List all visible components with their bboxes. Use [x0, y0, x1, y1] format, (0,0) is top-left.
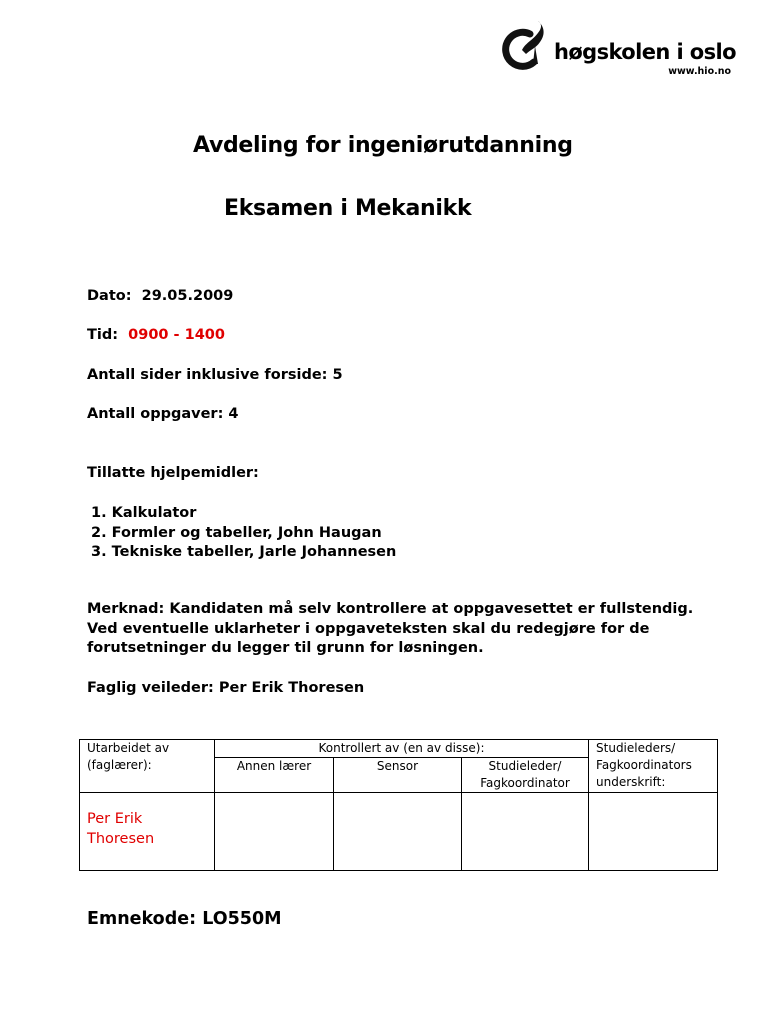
time-label: Tid:	[87, 327, 119, 343]
signature-header	[589, 740, 718, 793]
institution-logo	[500, 20, 740, 80]
author-last-name: Thoresen	[87, 831, 155, 847]
prepared-by-label: Utarbeidet av	[87, 741, 170, 755]
note-line-2: Ved eventuelle uklarheter i oppgaveteksten skal du redegjøre for de	[87, 621, 650, 637]
approval-table	[79, 739, 718, 871]
signature-label-3: underskrift:	[596, 775, 666, 789]
hio-logo-icon	[500, 20, 550, 74]
exam-title: Eksamen i Mekanikk	[224, 196, 472, 221]
task-count: Antall oppgaver: 4	[87, 406, 239, 422]
logo-url: www.hio.no	[668, 66, 731, 77]
sensor-header: Sensor	[334, 758, 462, 793]
aid-item: 2. Formler og tabeller, John Haugan	[91, 525, 382, 541]
controlled-by-header: Kontrollert av (en av disse):	[215, 740, 589, 758]
study-leader-cell	[462, 793, 589, 871]
date-label: Dato:	[87, 288, 132, 304]
note-line-1: Merknad: Kandidaten må selv kontrollere at oppgavesettet er fullstendig.	[87, 601, 694, 617]
time-value: 0900 - 1400	[128, 327, 225, 343]
study-leader-label: Studieleder/	[488, 759, 562, 773]
signature-label-2: Fagkoordinators	[596, 758, 692, 772]
author-first-name: Per Erik	[87, 811, 143, 827]
date-value: 29.05.2009	[141, 288, 234, 304]
other-teacher-cell	[215, 793, 334, 871]
author-cell	[80, 793, 215, 871]
aid-item: 3. Tekniske tabeller, Jarle Johannesen	[91, 544, 397, 560]
aid-item: 1. Kalkulator	[91, 505, 197, 521]
department-title: Avdeling for ingeniørutdanning	[193, 133, 573, 158]
logo-wordmark: høgskolen i oslo	[554, 40, 736, 64]
page-count: Antall sider inklusive forside: 5	[87, 367, 343, 383]
signature-cell	[589, 793, 718, 871]
sensor-cell	[334, 793, 462, 871]
time-line	[87, 327, 225, 343]
course-code: Emnekode: LO550M	[87, 909, 282, 929]
study-leader-header	[462, 758, 589, 793]
prepared-by-sublabel: (faglærer):	[87, 758, 152, 772]
date-line	[87, 288, 233, 304]
other-teacher-header: Annen lærer	[215, 758, 334, 793]
prepared-by-header	[80, 740, 215, 793]
signature-label-1: Studieleders/	[596, 741, 676, 755]
note-line-3: forutsetninger du legger til grunn for løsningen.	[87, 640, 484, 656]
coordinator-label: Fagkoordinator	[480, 776, 570, 790]
supervisor-line: Faglig veileder: Per Erik Thoresen	[87, 680, 365, 696]
aids-heading: Tillatte hjelpemidler:	[87, 465, 259, 481]
